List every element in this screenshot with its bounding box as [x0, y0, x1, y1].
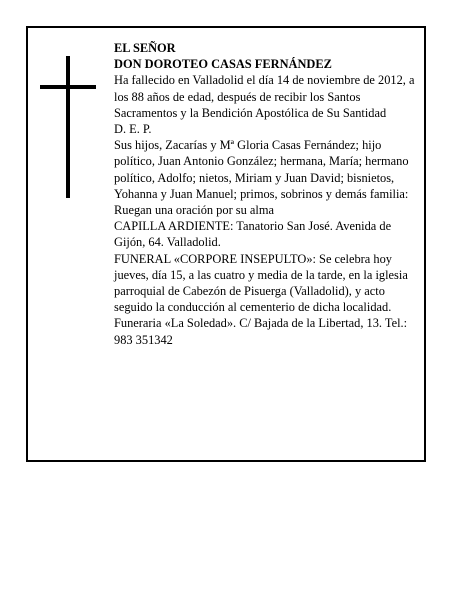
notice-title: EL SEÑOR	[114, 41, 176, 55]
obituary-text	[114, 40, 422, 348]
cross-horizontal-bar	[40, 85, 96, 89]
death-announcement: Ha fallecido en Valladolid el día 14 de noviembre de 2012, a los 88 años de edad, después de recibir los Santos Sacramentos y la Bendición Apostólica de Su Santidad	[114, 73, 415, 120]
obituary-notice	[26, 26, 426, 462]
funeral-home-contact: Funeraria «La Soledad». C/ Bajada de la Libertad, 13. Tel.: 983 351342	[114, 316, 408, 347]
prayer-request: Ruegan una oración por su alma	[114, 203, 274, 218]
rest-in-peace: D. E. P.	[114, 122, 152, 137]
chapel-location: CAPILLA ARDIENTE: Tanatorio San José. Avenida de Gijón, 64. Valladolid.	[114, 219, 392, 250]
funeral-details: FUNERAL «CORPORE INSEPULTO»: Se celebra hoy jueves, día 15, a las cuatro y media de la tarde, en la iglesia parroquial de Cabezón de Pisuerga (Valladolid), y acto seguido la conducción al cementerio de dicha localidad.	[114, 251, 408, 315]
cross-vertical-bar	[66, 56, 70, 198]
family-list: Sus hijos, Zacarías y Mª Gloria Casas Fernández; hijo político, Juan Antonio González; hermana, María; hermano político, Adolfo; nietos, Miriam y Juan David; bisnietos, Yohanna y Juan Manuel; primos, sobrinos y demás familia:	[114, 138, 409, 201]
deceased-name: DON DOROTEO CASAS FERNÁNDEZ	[114, 57, 332, 72]
